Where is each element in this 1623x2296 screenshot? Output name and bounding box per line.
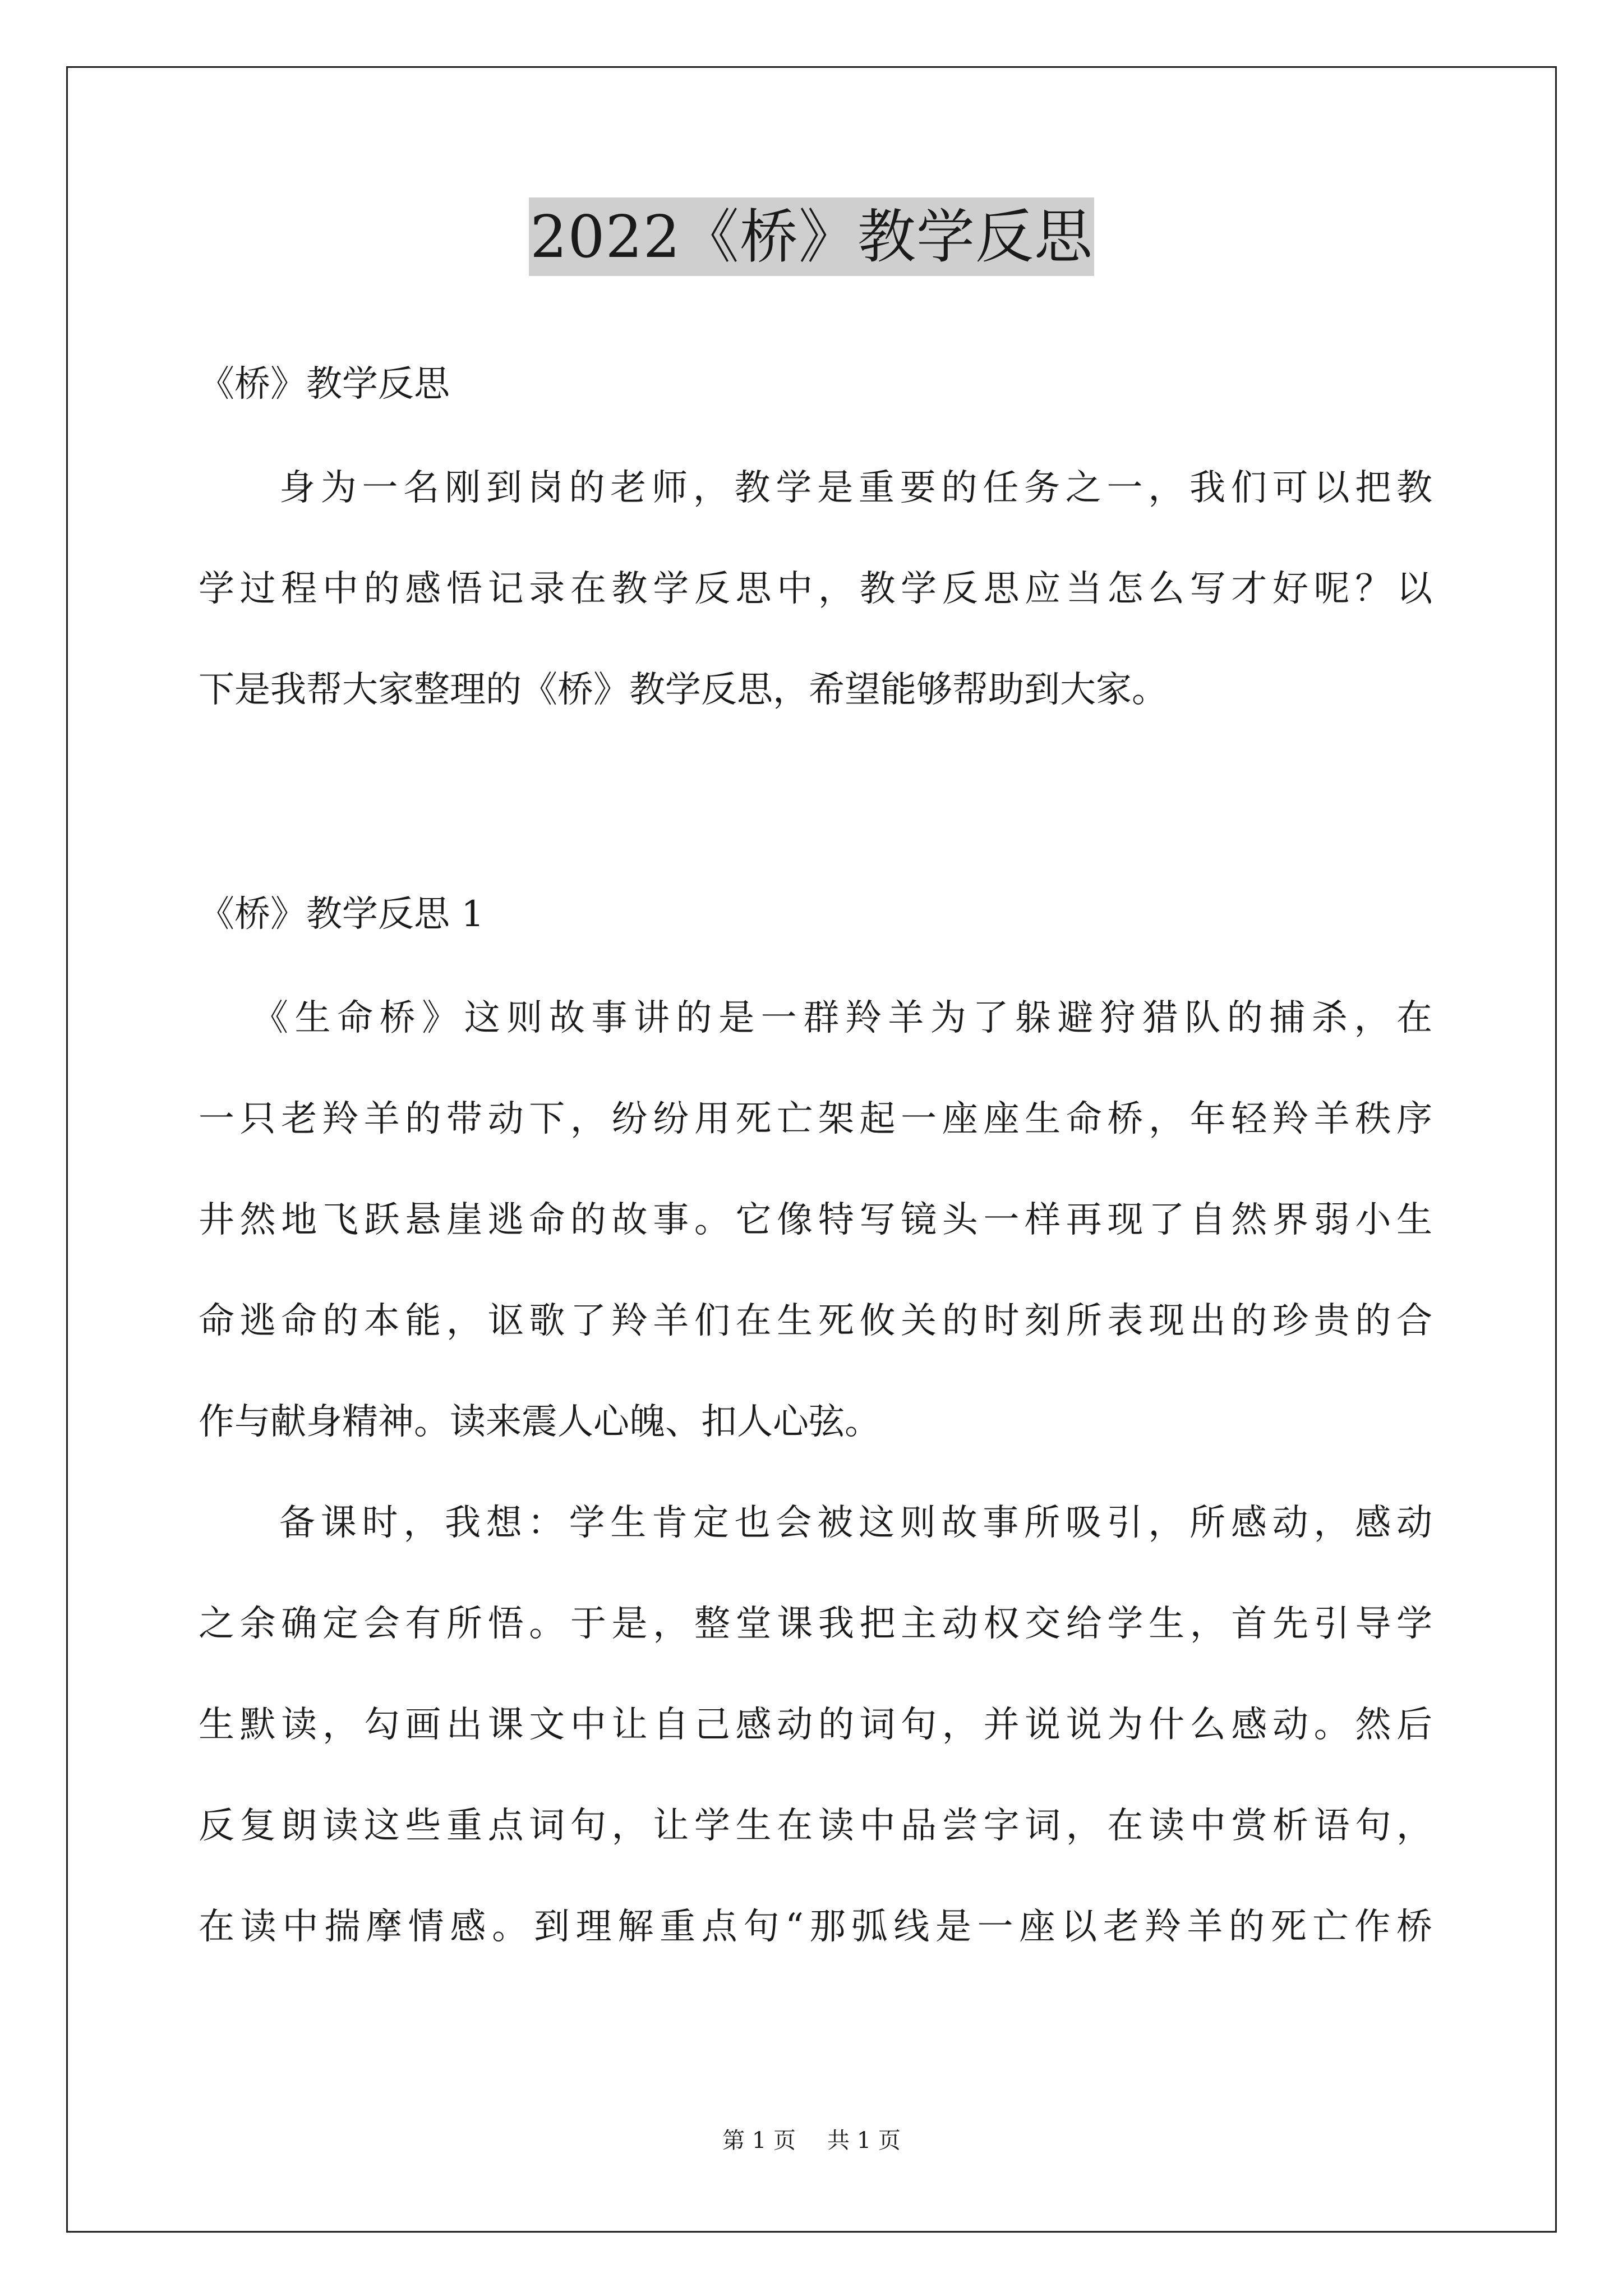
paragraph1-line-4: 命逃命的本能，讴歌了羚羊们在生死攸关的时刻所表现出的珍贵的合 xyxy=(199,1300,1432,1342)
paragraph2-line-1: 备课时，我想：学生肯定也会被这则故事所吸引，所感动，感动 xyxy=(279,1502,1432,1544)
document-title: 2022《桥》教学反思 xyxy=(529,197,1094,276)
paragraph1-line-2: 一只老羚羊的带动下，纷纷用死亡架起一座座生命桥，年轻羚羊秩序 xyxy=(199,1098,1432,1140)
page-number: 第 1 页 xyxy=(722,2128,796,2154)
paragraph2-line-2: 之余确定会有所悟。于是，整堂课我把主动权交给学生，首先引导学 xyxy=(199,1603,1432,1645)
section-heading: 《桥》教学反思 1 xyxy=(199,894,485,935)
intro-line-2: 学过程中的感悟记录在教学反思中，教学反思应当怎么写才好呢？以 xyxy=(199,568,1432,610)
title-container xyxy=(0,197,1623,276)
paragraph2-line-5: 在读中揣摩情感。到理解重点句“那弧线是一座以老羚羊的死亡作桥 xyxy=(199,1906,1432,1948)
intro-line-3: 下是我帮大家整理的《桥》教学反思，希望能够帮助到大家。 xyxy=(199,669,1168,711)
paragraph1-line-5: 作与献身精神。读来震人心魄、扣人心弦。 xyxy=(199,1401,880,1443)
page-footer xyxy=(0,2126,1623,2155)
page-total: 共 1 页 xyxy=(827,2128,901,2154)
paragraph1-line-3: 井然地飞跃悬崖逃命的故事。它像特写镜头一样再现了自然界弱小生 xyxy=(199,1199,1432,1241)
intro-line-1: 身为一名刚到岗的老师，教学是重要的任务之一，我们可以把教 xyxy=(279,467,1432,509)
document-subtitle: 《桥》教学反思 xyxy=(199,364,450,405)
paragraph1-line-1: 《生命桥》这则故事讲的是一群羚羊为了躲避狩猎队的捕杀，在 xyxy=(252,997,1432,1039)
paragraph2-line-3: 生默读，勾画出课文中让自己感动的词句，并说说为什么感动。然后 xyxy=(199,1704,1432,1746)
paragraph2-line-4: 反复朗读这些重点词句，让学生在读中品尝字词，在读中赏析语句， xyxy=(199,1805,1432,1847)
